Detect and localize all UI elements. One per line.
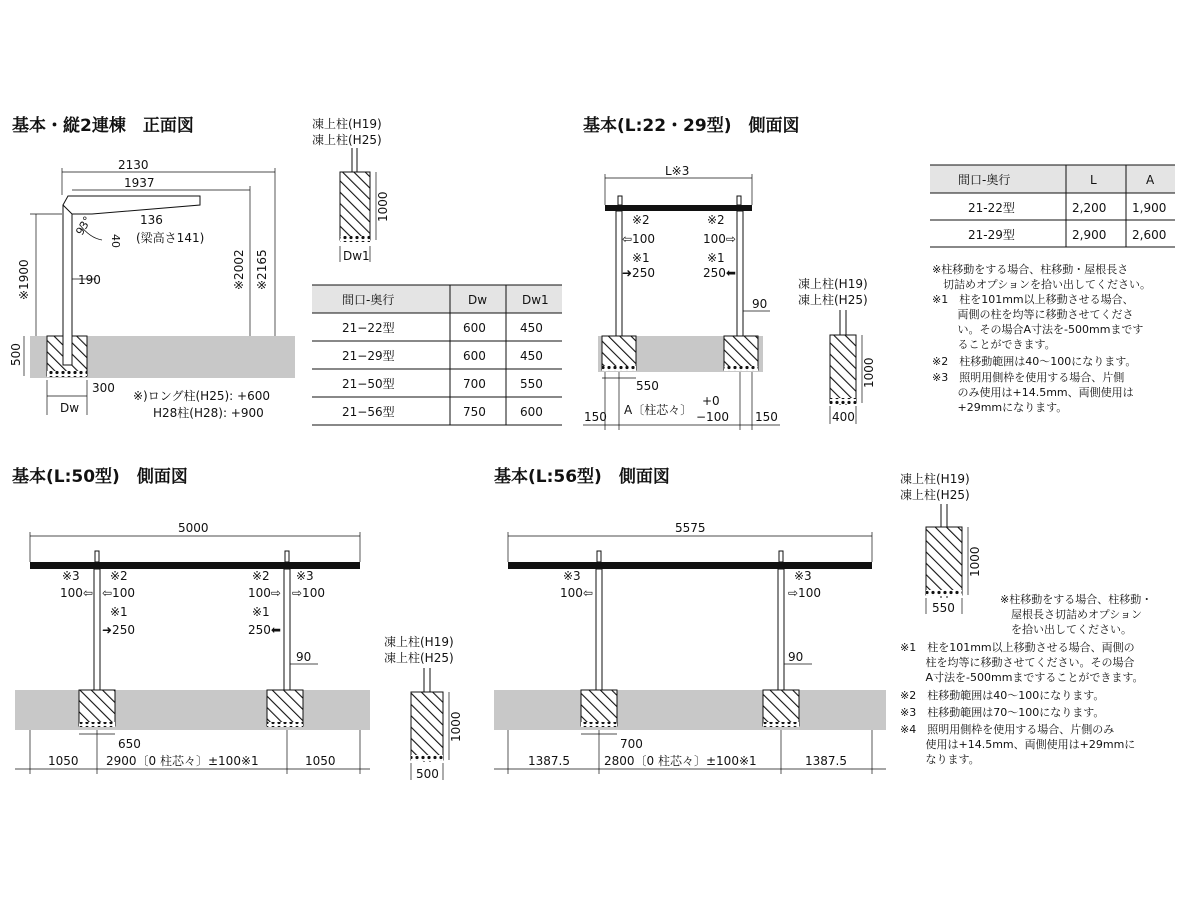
dim-40: 40	[109, 234, 122, 248]
dim-1900: ※1900	[17, 259, 31, 300]
dim-2130: 2130	[118, 158, 149, 172]
side50-dim-1050a: 1050	[48, 754, 79, 768]
table2-cell: 1,900	[1132, 201, 1167, 215]
note-h28-post: H28柱(H28): +900	[153, 406, 264, 420]
table1-cell: 550	[520, 377, 543, 391]
side22-note1a: ※1	[632, 251, 650, 265]
note-line: 両側の柱を均等に移動させてくださ	[932, 308, 1134, 321]
frost1-foundation	[340, 172, 370, 240]
frost1-label-h25: 凍上柱(H25)	[312, 133, 382, 147]
side22-note2b: ※2	[707, 213, 725, 227]
side22-250b: 250⬅	[703, 266, 736, 280]
side22-note2a: ※2	[632, 213, 650, 227]
note-line: ※2 柱移動範囲は40〜100になります。	[932, 355, 1137, 368]
side50-250b: 250⬅	[248, 623, 281, 637]
table1-header-dw: Dw	[468, 293, 488, 307]
side22-dim-150a: 150	[584, 410, 607, 424]
note-line: A寸法を-500mmまですることができます。	[900, 671, 1144, 684]
frost4-dim-550: 550	[932, 601, 955, 615]
frost3-dim-1000: 1000	[449, 711, 463, 742]
table1-cell: 450	[520, 321, 543, 335]
note-line: ることができます。	[932, 338, 1056, 351]
front-title: 基本・縦2連棟 正面図	[12, 116, 194, 136]
note-line: ※1 柱を101mm以上移動させる場合、両側の	[900, 641, 1135, 654]
table2-header-size: 間口-奥行	[958, 173, 1011, 187]
side50-note3b: ※3	[296, 569, 314, 583]
side50-title: 基本(L:50型) 側面図	[12, 467, 188, 487]
frost-post-1	[312, 116, 390, 263]
note-line: +29mmになります。	[932, 401, 1068, 414]
side22-note1b: ※1	[707, 251, 725, 265]
post-front	[63, 205, 72, 365]
notes-22-29	[932, 262, 1151, 414]
frost4-label-h19: 凍上柱(H19)	[900, 472, 970, 486]
side56-dim-2800: 2800〔0 柱芯々〕±100※1	[604, 754, 757, 768]
side50-dim-5000: 5000	[178, 521, 209, 535]
dim-2002: ※2002	[232, 249, 246, 290]
frost4-label-h25: 凍上柱(H25)	[900, 488, 970, 502]
side50-100a: 100⇦	[60, 586, 93, 600]
dim-190: 190	[78, 273, 101, 287]
note-line: 切詰めオプションを拾い出してください。	[932, 278, 1152, 291]
side-view-50	[12, 466, 370, 774]
note-line: ※4 照明用側枠を使用する場合、片側のみ	[900, 723, 1115, 736]
table2-header-a: A	[1146, 173, 1155, 187]
beam-height: (梁高さ141)	[136, 231, 205, 245]
table-dw	[312, 285, 562, 425]
side50-roof	[30, 562, 360, 569]
side56-dim-700: 700	[620, 737, 643, 751]
note-line: い。その場合A寸法を-500mmまです	[932, 323, 1144, 336]
note-line: 使用は+14.5mm、両側使用は+29mmに	[900, 738, 1136, 751]
side56-100b: ⇨100	[788, 586, 821, 600]
table2-cell: 21-22型	[968, 201, 1015, 215]
frost1-dim-dw1: Dw1	[343, 249, 370, 263]
table1-cell: 700	[463, 377, 486, 391]
frost2-dim-400: 400	[832, 410, 855, 424]
frost2-dim-1000: 1000	[862, 357, 876, 388]
side56-title: 基本(L:56型) 側面図	[494, 467, 670, 487]
frost-post-3	[384, 634, 463, 781]
note-line: 柱を均等に移動させてください。その場合	[900, 656, 1135, 669]
frost3-label-h25: 凍上柱(H25)	[384, 651, 454, 665]
side50-100d: ⇨100	[292, 586, 325, 600]
gravel-front	[47, 371, 87, 377]
side-view-56	[494, 466, 886, 774]
side22-title: 基本(L:22・29型) 側面図	[583, 116, 800, 136]
frost3-label-h19: 凍上柱(H19)	[384, 635, 454, 649]
side56-dim-5575: 5575	[675, 521, 706, 535]
angle-93: 93°	[73, 214, 95, 238]
table2-cell: 2,200	[1072, 201, 1107, 215]
side50-dim-1050b: 1050	[305, 754, 336, 768]
table2-cell: 21-29型	[968, 228, 1015, 242]
side22-100b: 100⇨	[703, 232, 736, 246]
side22-plus0: +0	[702, 394, 720, 408]
side22-dim-a: A〔柱芯々〕	[624, 403, 693, 417]
side56-ground	[494, 690, 886, 730]
note-line: ※柱移動をする場合、柱移動・屋根長さ	[932, 263, 1129, 276]
side22-dim-150b: 150	[755, 410, 778, 424]
notes-50-56	[900, 592, 1152, 766]
side56-100a: 100⇦	[560, 586, 593, 600]
side50-dim-90: 90	[296, 650, 312, 664]
table1-cell: 21−22型	[342, 321, 395, 335]
side50-note1a: ※1	[110, 605, 128, 619]
side50-100c: 100⇨	[248, 586, 281, 600]
side50-250a: ➜250	[102, 623, 135, 637]
side56-dim-90: 90	[788, 650, 804, 664]
side22-dim-l: L※3	[665, 164, 690, 178]
note-line: ※3 照明用側枠を使用する場合、片側	[932, 371, 1125, 384]
dim-dw: Dw	[60, 401, 80, 415]
dim-2165: ※2165	[255, 249, 269, 290]
note-long-post: ※)ロング柱(H25): +600	[133, 389, 270, 403]
roof-front	[63, 196, 200, 214]
table1-header-dw1: Dw1	[522, 293, 549, 307]
side50-dim-650: 650	[118, 737, 141, 751]
table1-cell: 21−56型	[342, 405, 395, 419]
side56-dim-1387a: 1387.5	[528, 754, 570, 768]
side50-note2b: ※2	[252, 569, 270, 583]
frost1-gravel	[340, 236, 370, 242]
table2-cell: 2,900	[1072, 228, 1107, 242]
table1-cell: 450	[520, 349, 543, 363]
table2-header-l: L	[1090, 173, 1097, 187]
frost1-dim-1000: 1000	[376, 191, 390, 222]
table-l-a	[930, 165, 1175, 247]
side56-dim-1387b: 1387.5	[805, 754, 847, 768]
note-line: ※2 柱移動範囲は40〜100になります。	[900, 689, 1105, 702]
table1-cell: 21−29型	[342, 349, 395, 363]
note-line: を拾い出してください。	[1000, 623, 1132, 636]
frost-post-4	[900, 471, 982, 615]
side50-note2a: ※2	[110, 569, 128, 583]
dim-136: 136	[140, 213, 163, 227]
note-line: 屋根長さ切詰めオプション	[1000, 608, 1143, 621]
side-view-22-29	[583, 115, 799, 430]
side50-note3a: ※3	[62, 569, 80, 583]
note-line: ※3 柱移動範囲は70〜100になります。	[900, 706, 1105, 719]
front-view	[9, 115, 295, 420]
note-line: ※柱移動をする場合、柱移動・	[1000, 593, 1153, 606]
frost3-dim-500: 500	[416, 767, 439, 781]
dim-300: 300	[92, 381, 115, 395]
side50-100b: ⇦100	[102, 586, 135, 600]
side56-roof	[508, 562, 872, 569]
side22-dim-550: 550	[636, 379, 659, 393]
side22-100a: ⇦100	[622, 232, 655, 246]
side22-250a: ➜250	[622, 266, 655, 280]
side50-dim-2900: 2900〔0 柱芯々〕±100※1	[106, 754, 259, 768]
frost2-label-h19: 凍上柱(H19)	[798, 277, 868, 291]
table1-cell: 600	[463, 349, 486, 363]
table1-cell: 600	[463, 321, 486, 335]
side22-dim-90: 90	[752, 297, 768, 311]
frost-post-2	[798, 276, 876, 424]
table1-cell: 21−50型	[342, 377, 395, 391]
side50-ground	[15, 690, 370, 730]
note-line: のみ使用は+14.5mm、両側使用は	[932, 386, 1134, 399]
frost1-label-h19: 凍上柱(H19)	[312, 117, 382, 131]
note-line: ※1 柱を101mm以上移動させる場合、	[932, 293, 1134, 306]
side50-note1b: ※1	[252, 605, 270, 619]
table1-header-size: 間口-奥行	[342, 293, 395, 307]
side56-note3a: ※3	[563, 569, 581, 583]
frost2-label-h25: 凍上柱(H25)	[798, 293, 868, 307]
table1-cell: 600	[520, 405, 543, 419]
table2-cell: 2,600	[1132, 228, 1167, 242]
side22-minus100: −100	[696, 410, 729, 424]
frost4-dim-1000: 1000	[968, 546, 982, 577]
table1-cell: 750	[463, 405, 486, 419]
dim-1937: 1937	[124, 176, 155, 190]
dim-500: 500	[9, 343, 23, 366]
note-line: なります。	[900, 753, 980, 766]
side56-note3b: ※3	[794, 569, 812, 583]
side22-roof	[605, 205, 752, 211]
